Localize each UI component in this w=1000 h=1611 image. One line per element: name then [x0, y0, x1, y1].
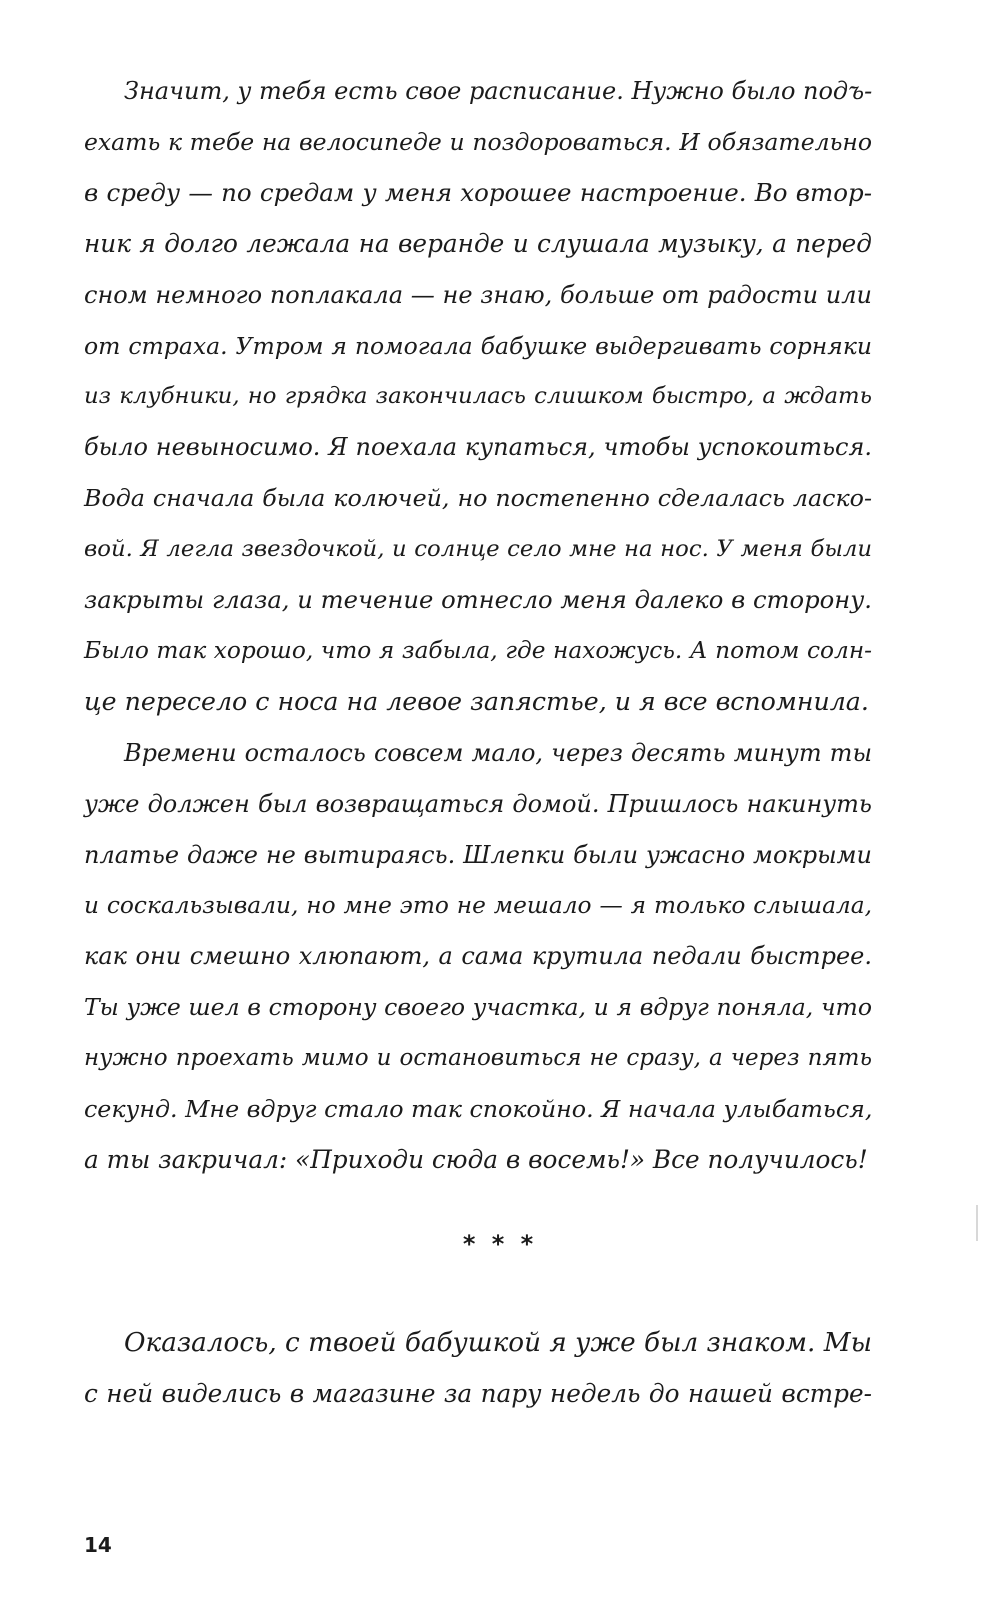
text-line: с ней виделись в магазине за пару недель до нашей встре-	[84, 1378, 872, 1408]
text-line: ник я долго лежала на веранде и слушала музыку, а перед	[84, 228, 872, 258]
text-line: Значит, у тебя есть свое расписание. Нужно было подъ-	[124, 77, 873, 105]
text-line: в среду — по средам у меня хорошее настроение. Во втор-	[84, 177, 872, 207]
text-line: из клубники, но грядка закончилась слишком быстро, а ждать	[84, 383, 872, 410]
paragraph-1	[84, 66, 872, 728]
continued-text	[84, 1318, 872, 1420]
main-text	[84, 66, 872, 1186]
text-line: уже должен был возвращаться домой. Пришлось накинуть	[84, 789, 872, 818]
text-line: а ты закричал: «Приходи сюда в восемь!» Все получилось!	[84, 1145, 868, 1175]
text-line: Ты уже шел в сторону своего участка, и я вдруг поняла, что	[84, 993, 872, 1022]
text-line: от страха. Утром я помогала бабушке выдергивать сорняки	[84, 331, 872, 360]
text-line: как они смешно хлюпают, а сама крутила педали быстрее.	[84, 942, 872, 971]
text-line: и соскальзывали, но мне это не мешало — я только слышала,	[84, 891, 872, 919]
page-number: 14	[84, 1533, 112, 1557]
text-line: ехать к тебе на велосипеде и поздороваться. И обязательно	[84, 127, 872, 156]
text-line: Вода сначала была колючей, но постепенно сделалась ласко-	[84, 484, 872, 513]
text-line: платье даже не вытираясь. Шлепки были ужасно мокрыми	[84, 840, 872, 869]
paragraph-3	[84, 1318, 872, 1420]
text-line: Времени осталось совсем мало, через десять минут ты	[124, 738, 872, 767]
text-line: секунд. Мне вдруг стало так спокойно. Я начала улыбаться,	[84, 1095, 873, 1124]
paragraph-2	[84, 728, 872, 1186]
section-separator: * * *	[462, 1230, 538, 1258]
text-line: це пересело с носа на левое запястье, и я все вспомнила.	[84, 686, 869, 716]
text-line: сном немного поплакала — не знаю, больше от радости или	[84, 280, 872, 309]
text-line: Оказалось, с твоей бабушкой я уже был знаком. Мы	[124, 1328, 872, 1358]
text-line: закрыты глаза, и течение отнесло меня далеко в сторону.	[84, 585, 872, 615]
text-line: вой. Я легла звездочкой, и солнце село мне на нос. У меня были	[84, 536, 872, 563]
text-line: было невыносимо. Я поехала купаться, чтобы успокоиться.	[84, 433, 872, 462]
text-line: Было так хорошо, что я забыла, где нахожусь. А потом солн-	[84, 636, 872, 664]
scan-edge-mark	[976, 1205, 978, 1241]
text-line: нужно проехать мимо и остановиться не сразу, а через пять	[84, 1045, 872, 1072]
